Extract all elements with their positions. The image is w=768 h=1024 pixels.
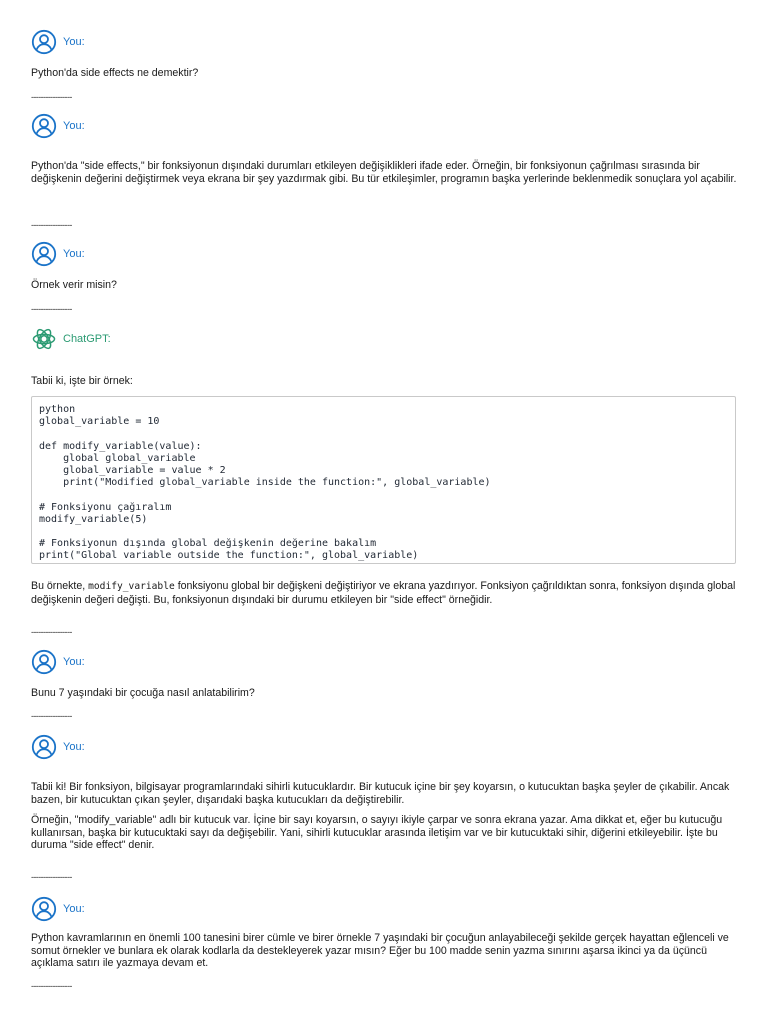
speaker-label: You: — [63, 120, 85, 132]
speaker-you-4 — [31, 649, 85, 675]
speaker-label: You: — [63, 656, 85, 668]
user-circle-icon — [31, 896, 57, 922]
code-content: python global_variable = 10 def modify_variable(value): global global_variable global_variable = value * 2 print("Modified global_variable inside the function:", global_variable) # Fonksiyonu çağıralım modify_variable(5) # Fonksiyonun dışında global değişkenin değerine bakalım print("Global variable outside the function:", global_variable) — [39, 404, 491, 562]
separator: ----------------- — [31, 627, 72, 637]
message-text: Python'da "side effects," bir fonksiyonun dışındaki durumları etkileyen değişiklikleri ifade eder. Örneğin, bir fonksiyonun çağrılması sırasında bir değişkenin değerini değiştirmek veya ekrana bir şey yazdırmak gibi. Bu tür etkileşimler, programın başka yerlerinde beklenmedik sonuçlara yol açabilir. — [31, 160, 737, 185]
separator: ----------------- — [31, 872, 72, 882]
message-text: Bunu 7 yaşındaki bir çocuğa nasıl anlatabilirim? — [31, 687, 255, 699]
speaker-label: You: — [63, 248, 85, 260]
speaker-you-2 — [31, 113, 85, 139]
user-circle-icon — [31, 29, 57, 55]
speaker-label: ChatGPT: — [63, 333, 111, 345]
user-circle-icon — [31, 113, 57, 139]
separator: ----------------- — [31, 92, 72, 102]
message-text: Tabii ki! Bir fonksiyon, bilgisayar programlarındaki sihirli kutucuklardır. Bir kutucuk içine bir şey koyarsın, o kutucuktan başka şeyler de çıkabilir. Ancak bazen, bir kutucuktan çıkan şeyler, dışarıdaki başka kutucukları da değiştirebilir. — [31, 781, 730, 806]
speaker-label: You: — [63, 36, 85, 48]
message-text: Tabii ki, işte bir örnek: — [31, 375, 133, 387]
code-block — [31, 396, 736, 564]
message-text: Python kavramlarının en önemli 100 tanesini birer cümle ve birer örnekle 7 yaşındaki bir çocuğun anlayabileceği şekilde gerçek hayattan eğlenceli ve somut örnekler ve bunlara ek olarak kodlarla da destekleyerek yazar mısın? Eğer bu 100 madde senin yazma sınırını aşarsa ikinci ya da üçüncü açıklama satırı ile yazmaya devam et. — [31, 932, 729, 970]
speaker-you-3 — [31, 241, 85, 267]
separator: ----------------- — [31, 711, 72, 721]
separator: ----------------- — [31, 220, 72, 230]
message-text — [31, 580, 739, 606]
speaker-you-1 — [31, 29, 85, 55]
speaker-chatgpt — [31, 326, 111, 352]
speaker-label: You: — [63, 741, 85, 753]
speaker-label: You: — [63, 903, 85, 915]
separator: ----------------- — [31, 981, 72, 991]
speaker-you-6 — [31, 896, 85, 922]
text-fragment: Bu örnekte, — [31, 580, 89, 592]
inline-code: modify_variable — [88, 581, 175, 592]
user-circle-icon — [31, 649, 57, 675]
message-text: Örnek verir misin? — [31, 279, 117, 291]
message-text: Python'da side effects ne demektir? — [31, 67, 199, 79]
message-text: Örneğin, "modify_variable" adlı bir kutucuk var. İçine bir sayı koyarsın, o sayıyı ikiyle çarpar ve sonra ekrana yazar. Ama dikkat et, eğer bu kutucuğu kullanırsan, başka bir kutucuktaki sayı da değişebilir. Yani, sihirli kutucuklar arasında iletişim var ve bir kutucuktaki sihir, diğerini etkileyebilir. İşte bu duruma "side effect" denir. — [31, 814, 723, 852]
openai-logo-icon — [31, 326, 57, 352]
separator: ----------------- — [31, 304, 72, 314]
text-fragment: fonksiyonu global bir değişkeni değiştiriyor ve ekrana yazdırıyor. Fonksiyon çağrıldıktan sonra, fonksiyon dışında global değişkenin değeri değişti. Bu, fonksiyonun dışındaki bir durumu etkileyen bir "side effect" örneğidir. — [31, 580, 736, 606]
user-circle-icon — [31, 241, 57, 267]
user-circle-icon — [31, 734, 57, 760]
speaker-you-5 — [31, 734, 85, 760]
